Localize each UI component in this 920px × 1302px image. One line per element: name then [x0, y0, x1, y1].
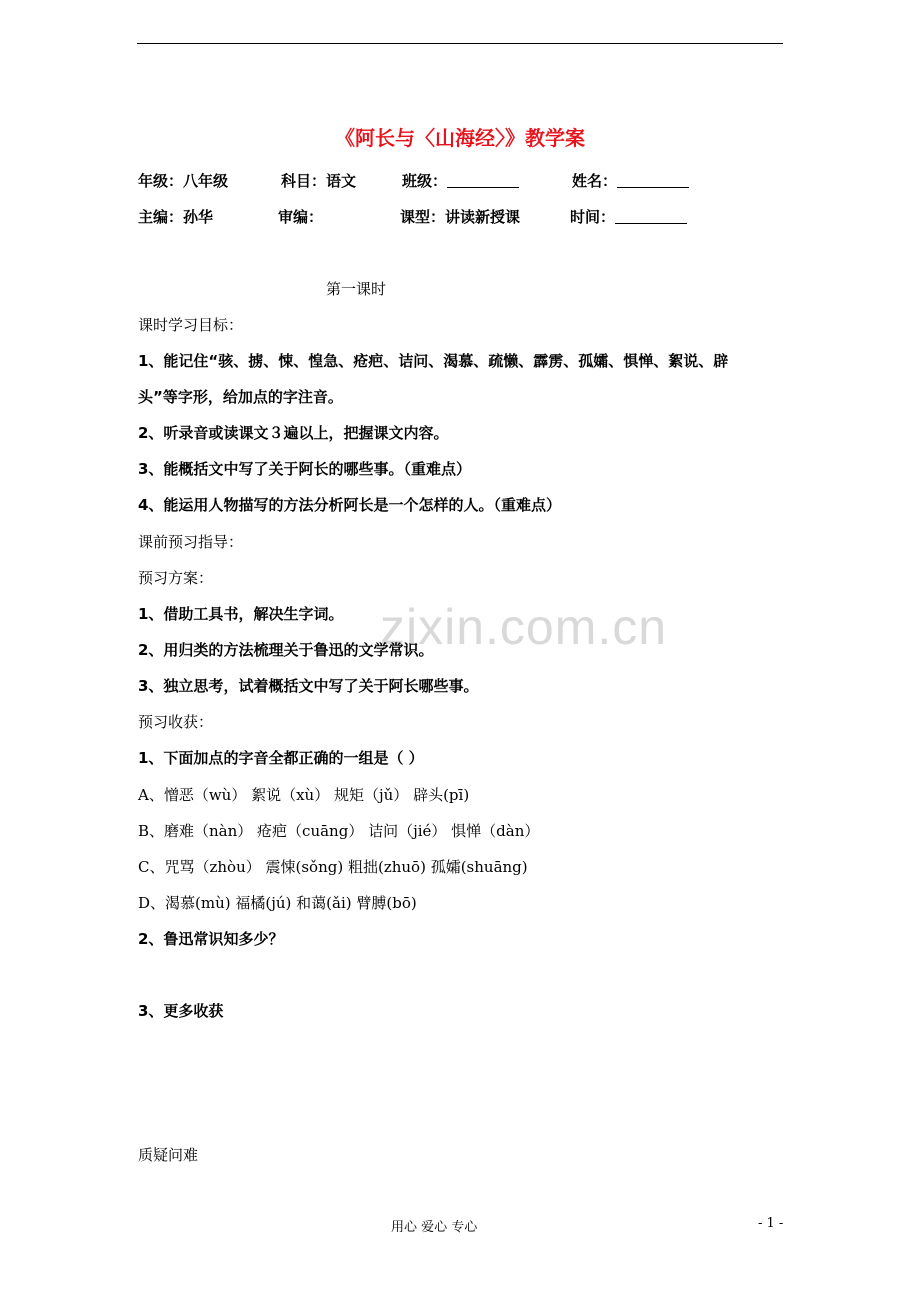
- question-1: 1、下面加点的字音全都正确的一组是（ ）: [138, 749, 424, 767]
- time-field: [570, 206, 687, 227]
- page-number: - 1 -: [758, 1216, 784, 1231]
- editor-field: 主编：孙华: [138, 208, 214, 226]
- goal-line-4: 4、能运用人物描写的方法分析阿长是一个怎样的人。（重难点）: [138, 496, 561, 514]
- name-label: 姓名：: [572, 172, 618, 190]
- class-label: 班级：: [402, 172, 448, 190]
- subject-field: 科目：语文: [281, 172, 357, 190]
- watermark: zixin.com.cn: [380, 599, 668, 655]
- preview-heading: 课前预习指导：: [138, 533, 244, 551]
- plan-item-1: 1、借助工具书，解决生字词。: [138, 605, 344, 623]
- lesson-heading: 第一课时: [326, 280, 387, 298]
- option-b: B、磨难（nàn） 疮疤（cuāng） 诘问（jié） 惧惮（dàn）: [138, 822, 540, 840]
- time-blank[interactable]: [615, 209, 687, 224]
- header-rule: [137, 43, 783, 44]
- grade-field: 年级：八年级: [138, 172, 229, 190]
- goal-line-1: 1、能记住“骇、掳、悚、惶急、疮疤、诘问、渴慕、疏懒、霹雳、孤孀、惧惮、絮说、辟: [138, 352, 729, 370]
- goal-line-2: 2、听录音或读课文３遍以上，把握课文内容。: [138, 424, 449, 442]
- footer-motto: 用心 爱心 专心: [391, 1220, 478, 1235]
- option-d: D、渴慕(mù) 福橘(jú) 和蔼(ǎi) 臂膊(bō): [138, 894, 417, 912]
- reviewer-field: 审编：: [278, 208, 324, 226]
- class-blank[interactable]: [447, 173, 519, 188]
- goal-line-3: 3、能概括文中写了关于阿长的哪些事。（重难点）: [138, 460, 471, 478]
- class-field: [402, 170, 519, 191]
- plan-item-3: 3、独立思考，试着概括文中写了关于阿长哪些事。: [138, 677, 479, 695]
- name-field: [572, 170, 689, 191]
- question-3: 3、更多收获: [138, 1002, 224, 1020]
- goals-heading: 课时学习目标：: [138, 316, 244, 334]
- question-2: 2、鲁迅常识知多少？: [138, 930, 284, 948]
- option-c: C、咒骂（zhòu） 震悚(sǒng) 粗拙(zhuō) 孤孀(shuāng): [138, 858, 528, 876]
- doubt-heading: 质疑问难: [138, 1146, 199, 1164]
- lesson-type-field: 课型：讲读新授课: [400, 208, 521, 226]
- plan-heading: 预习方案：: [138, 569, 214, 587]
- option-a: A、憎恶（wù） 絮说（xù） 规矩（jǔ） 辟头(pī): [138, 786, 470, 804]
- time-label: 时间：: [570, 208, 616, 226]
- document-title: 《阿长与〈山海经〉》教学案: [335, 126, 585, 150]
- gains-heading: 预习收获：: [138, 713, 214, 731]
- goal-line-1-cont: 头”等字形，给加点的字注音。: [138, 388, 343, 406]
- name-blank[interactable]: [617, 173, 689, 188]
- plan-item-2: 2、用归类的方法梳理关于鲁迅的文学常识。: [138, 641, 434, 659]
